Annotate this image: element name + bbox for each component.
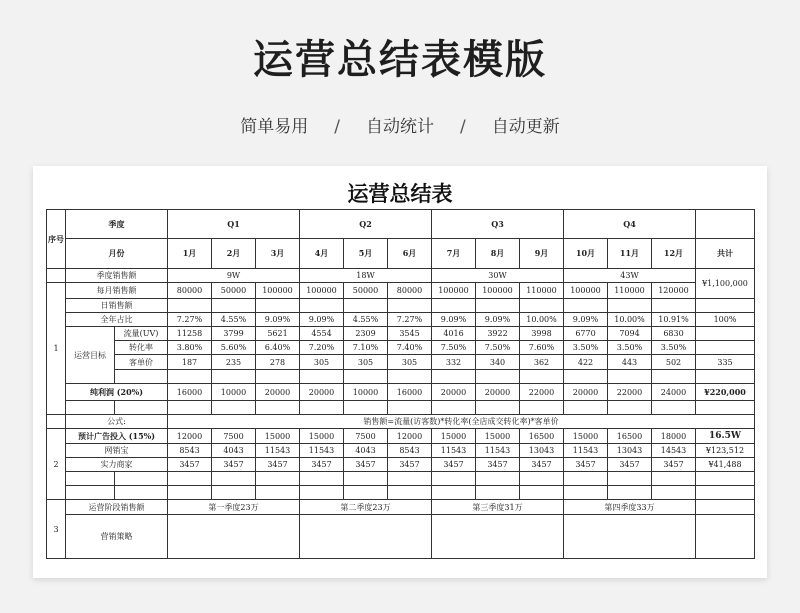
table-row [47, 341, 755, 355]
wangxiaobao-cell: 4043 [212, 444, 256, 458]
monthly-sales-cell: 100000 [432, 283, 476, 299]
subtitle-item: 自动更新 [491, 117, 560, 137]
wangxiaobao-cell: 11543 [476, 444, 520, 458]
ad-budget-cell: 12000 [168, 429, 212, 444]
net-profit-cell: 20000 [564, 384, 608, 401]
quarter-header: Q3 [432, 210, 564, 239]
year-share-cell: 4.55% [344, 313, 388, 327]
conversion-cell: 7.20% [300, 341, 344, 355]
wangxiaobao-cell: 11543 [256, 444, 300, 458]
conversion-cell: 7.10% [344, 341, 388, 355]
unit-price-cell: 340 [476, 355, 520, 370]
ad-budget-cell: 7500 [212, 429, 256, 444]
conversion-cell: 3.50% [564, 341, 608, 355]
empty-cell [476, 299, 520, 313]
row-label: 客单价 [115, 355, 168, 370]
empty-cell [168, 486, 212, 500]
empty-cell [300, 486, 344, 500]
monthly-sales-cell: 120000 [652, 283, 696, 299]
table-row [47, 355, 755, 370]
empty-cell [476, 401, 520, 415]
table-row [47, 269, 755, 283]
empty-cell [388, 486, 432, 500]
stage-sales-cell: 第一季度23万 [168, 500, 300, 515]
table-row [47, 327, 755, 341]
empty-cell [344, 401, 388, 415]
empty-cell [66, 472, 115, 486]
net-profit-cell: 20000 [256, 384, 300, 401]
net-profit-cell: 20000 [300, 384, 344, 401]
total-cell: 335 [696, 355, 755, 370]
unit-price-cell: 278 [256, 355, 300, 370]
ad-budget-cell: 7500 [344, 429, 388, 444]
subtitle-separator: / [460, 117, 466, 137]
merchant-cell: 3457 [476, 458, 520, 472]
year-share-cell: 7.27% [388, 313, 432, 327]
merchant-cell: 3457 [520, 458, 564, 472]
conversion-cell: 3.50% [608, 341, 652, 355]
table-row [47, 239, 755, 269]
wangxiaobao-cell: 11543 [300, 444, 344, 458]
row-label: 季度销售额 [66, 269, 168, 283]
empty-cell [300, 472, 344, 486]
conversion-cell: 7.50% [476, 341, 520, 355]
monthly-sales-cell: 100000 [300, 283, 344, 299]
year-share-cell: 10.91% [652, 313, 696, 327]
empty-cell [300, 370, 344, 384]
traffic-cell: 11258 [168, 327, 212, 341]
merchant-cell: 3457 [564, 458, 608, 472]
strategy-cell [564, 515, 696, 559]
row-label: 营销策略 [66, 515, 168, 559]
net-profit-cell: 20000 [432, 384, 476, 401]
empty-cell [432, 370, 476, 384]
empty-cell [696, 472, 755, 486]
unit-price-cell: 443 [608, 355, 652, 370]
monthly-sales-cell: 100000 [476, 283, 520, 299]
month-header-cell: 6月 [388, 239, 432, 269]
empty-cell [476, 472, 520, 486]
ad-budget-cell: 15000 [432, 429, 476, 444]
ad-budget-cell: 15000 [256, 429, 300, 444]
empty-cell [388, 299, 432, 313]
empty-cell [652, 299, 696, 313]
merchant-cell: 3457 [256, 458, 300, 472]
row-label: 网销宝 [66, 444, 168, 458]
month-header-cell: 4月 [300, 239, 344, 269]
stage-sales-cell: 第二季度23万 [300, 500, 432, 515]
table-row [47, 313, 755, 327]
table-row [47, 370, 755, 384]
total-cell: ¥123,512 [696, 444, 755, 458]
operations-summary-table [46, 209, 755, 559]
month-header-cell: 10月 [564, 239, 608, 269]
season-header: 季度 [66, 210, 168, 239]
empty-cell [256, 486, 300, 500]
conversion-cell: 3.80% [168, 341, 212, 355]
traffic-cell: 4554 [300, 327, 344, 341]
empty-cell [212, 370, 256, 384]
traffic-cell: 3998 [520, 327, 564, 341]
empty-cell [520, 370, 564, 384]
month-header-cell: 2月 [212, 239, 256, 269]
traffic-cell: 2309 [344, 327, 388, 341]
empty-cell [47, 269, 66, 283]
empty-cell [115, 370, 168, 384]
empty-cell [212, 401, 256, 415]
unit-price-cell: 235 [212, 355, 256, 370]
empty-cell [212, 486, 256, 500]
empty-cell [115, 472, 168, 486]
empty-cell [115, 486, 168, 500]
table-row [47, 472, 755, 486]
table-row [47, 429, 755, 444]
empty-cell [256, 370, 300, 384]
row-label: 运营阶段销售额 [66, 500, 168, 515]
total-header: 共计 [696, 239, 755, 269]
empty-cell [564, 486, 608, 500]
empty-cell [652, 486, 696, 500]
table-row [47, 401, 755, 415]
monthly-sales-cell: 110000 [520, 283, 564, 299]
row-label: 转化率 [115, 341, 168, 355]
unit-price-cell: 502 [652, 355, 696, 370]
empty-cell [388, 401, 432, 415]
empty-cell [696, 327, 755, 341]
month-header: 月份 [66, 239, 168, 269]
empty-cell [652, 472, 696, 486]
quarter-sales-cell: 30W [432, 269, 564, 283]
empty-cell [652, 401, 696, 415]
seq-header: 序号 [47, 210, 66, 269]
month-header-cell: 3月 [256, 239, 300, 269]
empty-cell [608, 472, 652, 486]
spreadsheet-sheet [33, 166, 767, 578]
wangxiaobao-cell: 13043 [520, 444, 564, 458]
month-header-cell: 1月 [168, 239, 212, 269]
row-label: 流量(UV) [115, 327, 168, 341]
total-cell: 100% [696, 313, 755, 327]
section-index: 3 [47, 500, 66, 559]
ad-budget-cell: 15000 [476, 429, 520, 444]
empty-cell [564, 299, 608, 313]
total-header-top [696, 210, 755, 239]
wangxiaobao-cell: 11543 [564, 444, 608, 458]
conversion-cell: 6.40% [256, 341, 300, 355]
group-label: 运营目标 [66, 327, 115, 384]
empty-cell [696, 500, 755, 515]
monthly-sales-cell: 100000 [256, 283, 300, 299]
empty-cell [212, 472, 256, 486]
empty-cell [344, 472, 388, 486]
empty-cell [696, 401, 755, 415]
empty-cell [256, 299, 300, 313]
empty-cell [47, 415, 66, 429]
quarter-sales-cell: 43W [564, 269, 696, 283]
unit-price-cell: 305 [344, 355, 388, 370]
empty-cell [564, 370, 608, 384]
empty-cell [608, 401, 652, 415]
empty-cell [168, 472, 212, 486]
year-share-cell: 10.00% [520, 313, 564, 327]
empty-cell [300, 401, 344, 415]
empty-cell [432, 486, 476, 500]
quarter-header: Q4 [564, 210, 696, 239]
ad-budget-cell: 16500 [608, 429, 652, 444]
row-label: 纯利润 (20%) [66, 384, 168, 401]
empty-cell [520, 401, 564, 415]
traffic-cell: 5621 [256, 327, 300, 341]
sheet-title: 运营总结表 [347, 181, 453, 206]
net-profit-cell: 22000 [520, 384, 564, 401]
traffic-cell: 7094 [608, 327, 652, 341]
stage-sales-cell: 第三季度31万 [432, 500, 564, 515]
net-profit-cell: 16000 [168, 384, 212, 401]
wangxiaobao-cell: 14543 [652, 444, 696, 458]
monthly-sales-cell: 80000 [388, 283, 432, 299]
empty-cell [564, 401, 608, 415]
strategy-cell [300, 515, 432, 559]
row-label: 日销售额 [66, 299, 168, 313]
monthly-sales-cell: 50000 [344, 283, 388, 299]
unit-price-cell: 305 [388, 355, 432, 370]
empty-cell [115, 401, 168, 415]
year-share-cell: 10.00% [608, 313, 652, 327]
merchant-cell: 3457 [652, 458, 696, 472]
ad-budget-cell: 16500 [520, 429, 564, 444]
year-share-cell: 9.09% [432, 313, 476, 327]
subtitle-item: 自动统计 [366, 117, 434, 137]
row-label: 全年占比 [66, 313, 168, 327]
unit-price-cell: 187 [168, 355, 212, 370]
month-header-cell: 9月 [520, 239, 564, 269]
empty-cell [66, 401, 115, 415]
unit-price-cell: 305 [300, 355, 344, 370]
empty-cell [168, 299, 212, 313]
traffic-cell: 6770 [564, 327, 608, 341]
empty-cell [344, 486, 388, 500]
empty-cell [696, 370, 755, 384]
table-row [47, 444, 755, 458]
empty-cell [168, 401, 212, 415]
year-share-cell: 4.55% [212, 313, 256, 327]
empty-cell [168, 370, 212, 384]
merchant-cell: 3457 [432, 458, 476, 472]
quarter-header: Q2 [300, 210, 432, 239]
empty-cell [432, 299, 476, 313]
unit-price-cell: 332 [432, 355, 476, 370]
year-share-cell: 9.09% [476, 313, 520, 327]
ad-budget-cell: 12000 [388, 429, 432, 444]
wangxiaobao-cell: 13043 [608, 444, 652, 458]
wangxiaobao-cell: 8543 [388, 444, 432, 458]
row-label: 每月销售额 [66, 283, 168, 299]
empty-cell [344, 299, 388, 313]
ad-budget-cell: 15000 [564, 429, 608, 444]
empty-cell [388, 370, 432, 384]
total-cell: ¥41,488 [696, 458, 755, 472]
empty-cell [388, 472, 432, 486]
page-subtitle [0, 112, 800, 137]
net-profit-cell: 22000 [608, 384, 652, 401]
conversion-cell: 7.60% [520, 341, 564, 355]
conversion-cell: 5.60% [212, 341, 256, 355]
month-header-cell: 8月 [476, 239, 520, 269]
row-label: 实力商家 [66, 458, 168, 472]
total-cell: 16.5W [696, 429, 755, 444]
quarter-sales-cell: 18W [300, 269, 432, 283]
table-row [47, 500, 755, 515]
empty-cell [696, 341, 755, 355]
traffic-cell: 4016 [432, 327, 476, 341]
net-profit-cell: 16000 [388, 384, 432, 401]
traffic-cell: 3545 [388, 327, 432, 341]
total-cell: ¥220,000 [696, 384, 755, 401]
ad-budget-cell: 18000 [652, 429, 696, 444]
year-share-cell: 7.27% [168, 313, 212, 327]
net-profit-cell: 10000 [212, 384, 256, 401]
empty-cell [608, 299, 652, 313]
wangxiaobao-cell: 11543 [432, 444, 476, 458]
quarter-header: Q1 [168, 210, 300, 239]
month-header-cell: 7月 [432, 239, 476, 269]
merchant-cell: 3457 [168, 458, 212, 472]
stage-sales-cell: 第四季度33万 [564, 500, 696, 515]
monthly-sales-cell: 80000 [168, 283, 212, 299]
empty-cell [520, 472, 564, 486]
conversion-cell: 3.50% [652, 341, 696, 355]
unit-price-cell: 422 [564, 355, 608, 370]
table-row [47, 458, 755, 472]
year-share-cell: 9.09% [300, 313, 344, 327]
empty-cell [652, 370, 696, 384]
empty-cell [66, 486, 115, 500]
row-label: 公式: [66, 415, 168, 429]
table-row [47, 486, 755, 500]
empty-cell [696, 515, 755, 559]
empty-cell [696, 486, 755, 500]
empty-cell [564, 472, 608, 486]
strategy-cell [168, 515, 300, 559]
wangxiaobao-cell: 8543 [168, 444, 212, 458]
wangxiaobao-cell: 4043 [344, 444, 388, 458]
merchant-cell: 3457 [300, 458, 344, 472]
traffic-cell: 6830 [652, 327, 696, 341]
page-title: 运营总结表模版 [253, 37, 547, 83]
table-row [47, 210, 755, 239]
empty-cell [608, 486, 652, 500]
month-header-cell: 11月 [608, 239, 652, 269]
year-share-cell: 9.09% [564, 313, 608, 327]
merchant-cell: 3457 [608, 458, 652, 472]
conversion-cell: 7.50% [432, 341, 476, 355]
unit-price-cell: 362 [520, 355, 564, 370]
traffic-cell: 3922 [476, 327, 520, 341]
total-cell: ¥1,100,000 [696, 269, 755, 299]
net-profit-cell: 20000 [476, 384, 520, 401]
merchant-cell: 3457 [388, 458, 432, 472]
monthly-sales-cell: 100000 [564, 283, 608, 299]
quarter-sales-cell: 9W [168, 269, 300, 283]
year-share-cell: 9.09% [256, 313, 300, 327]
empty-cell [256, 472, 300, 486]
table-row [47, 299, 755, 313]
table-row [47, 515, 755, 559]
conversion-cell: 7.40% [388, 341, 432, 355]
month-header-cell: 12月 [652, 239, 696, 269]
empty-cell [520, 486, 564, 500]
section-index: 1 [47, 283, 66, 415]
monthly-sales-cell: 50000 [212, 283, 256, 299]
merchant-cell: 3457 [344, 458, 388, 472]
subtitle-item: 简单易用 [240, 117, 309, 137]
empty-cell [256, 401, 300, 415]
empty-cell [476, 370, 520, 384]
empty-cell [432, 401, 476, 415]
table-row [47, 283, 755, 299]
formula-cell: 销售额=流量(访客数)*转化率(全店成交转化率)*客单价 [168, 415, 755, 429]
empty-cell [432, 472, 476, 486]
net-profit-cell: 10000 [344, 384, 388, 401]
table-row [47, 415, 755, 429]
empty-cell [344, 370, 388, 384]
empty-cell [696, 299, 755, 313]
month-header-cell: 5月 [344, 239, 388, 269]
empty-cell [520, 299, 564, 313]
row-label: 预计广告投入 (15%) [66, 429, 168, 444]
table-row [47, 384, 755, 401]
empty-cell [608, 370, 652, 384]
empty-cell [212, 299, 256, 313]
empty-cell [300, 299, 344, 313]
empty-cell [476, 486, 520, 500]
section-index: 2 [47, 429, 66, 500]
merchant-cell: 3457 [212, 458, 256, 472]
monthly-sales-cell: 110000 [608, 283, 652, 299]
strategy-cell [432, 515, 564, 559]
net-profit-cell: 24000 [652, 384, 696, 401]
ad-budget-cell: 15000 [300, 429, 344, 444]
subtitle-separator: / [334, 117, 340, 137]
traffic-cell: 3799 [212, 327, 256, 341]
